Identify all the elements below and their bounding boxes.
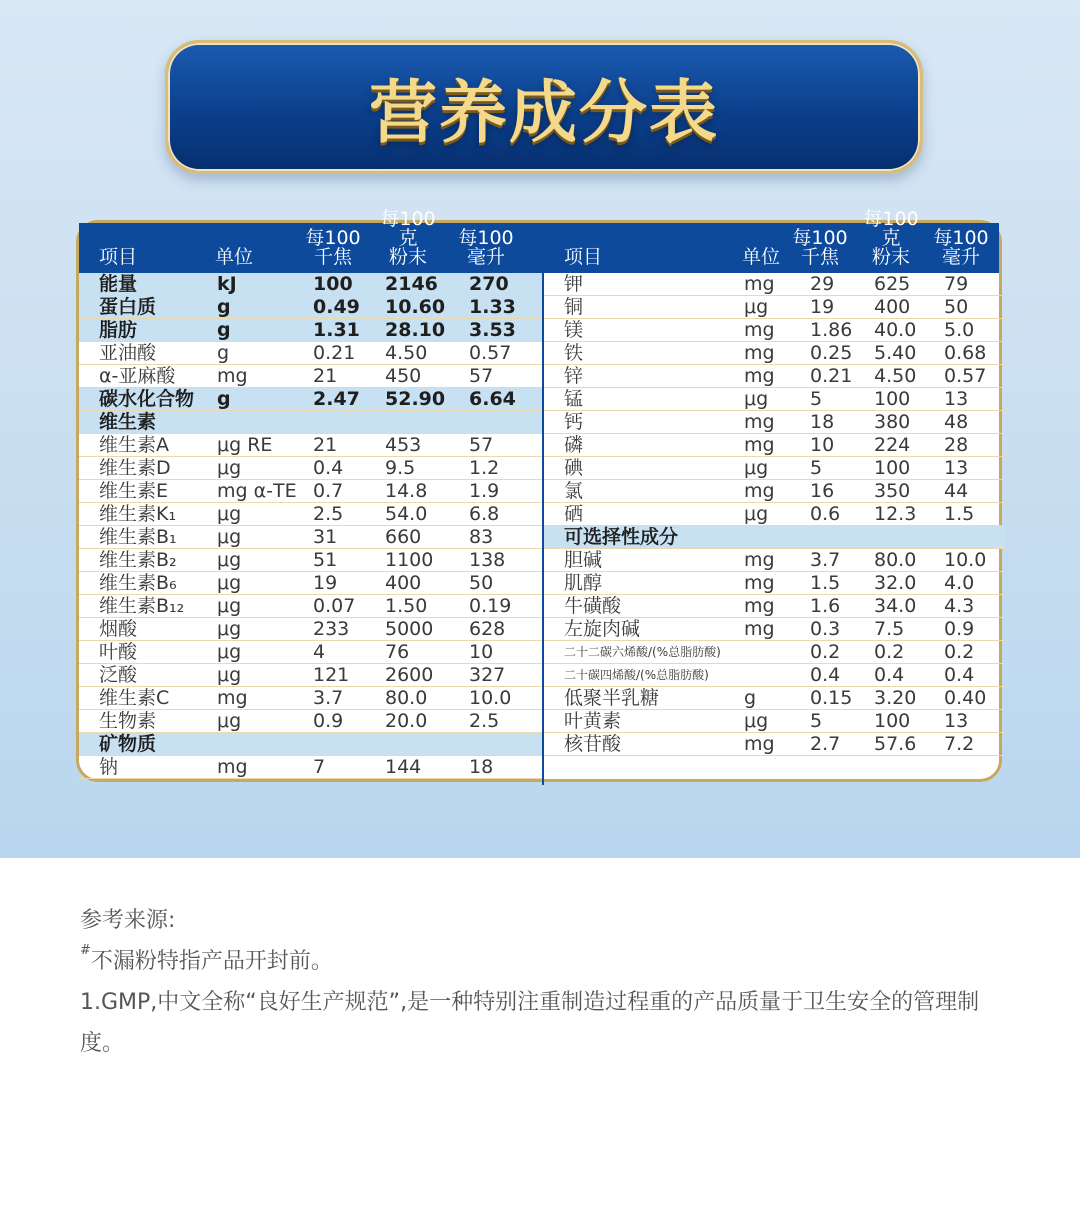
- row-per100ml: 13: [944, 457, 969, 479]
- row-item: 生物素: [99, 710, 157, 732]
- row-unit: μg: [217, 664, 242, 686]
- table-row: [79, 388, 542, 411]
- row-per100kj: 1.31: [313, 319, 360, 341]
- row-unit: μg: [217, 710, 242, 732]
- row-per100ml: 138: [469, 549, 506, 571]
- row-per100g: 224: [874, 434, 911, 456]
- table-row: [79, 618, 542, 641]
- row-per100ml: 1.5: [944, 503, 975, 525]
- row-per100ml: 10: [469, 641, 494, 663]
- row-item: 牛磺酸: [564, 595, 622, 617]
- row-unit: μg: [744, 296, 769, 318]
- table-row: [544, 319, 1005, 342]
- row-unit: mg: [744, 572, 775, 594]
- row-item: 泛酸: [99, 664, 138, 686]
- row-unit: mg α-TE: [217, 480, 297, 502]
- row-unit: mg: [744, 595, 775, 617]
- row-per100kj: 1.5: [810, 572, 841, 594]
- header-unit: 单位: [215, 246, 254, 268]
- row-per100kj: 0.49: [313, 296, 360, 318]
- row-unit: g: [217, 319, 231, 341]
- row-item: 脂肪: [99, 319, 138, 341]
- row-per100kj: 5: [810, 710, 823, 732]
- row-per100ml: 0.40: [944, 687, 987, 709]
- row-item: 二十碳四烯酸/(%总脂肪酸): [564, 668, 709, 682]
- row-per100g: 80.0: [385, 687, 428, 709]
- row-per100kj: 0.15: [810, 687, 853, 709]
- row-per100ml: 4.3: [944, 595, 975, 617]
- row-per100kj: 0.7: [313, 480, 344, 502]
- row-item: 锰: [564, 388, 584, 410]
- row-per100ml: 79: [944, 273, 969, 295]
- row-per100ml: 270: [469, 273, 509, 295]
- row-item: 叶酸: [99, 641, 138, 663]
- row-per100g: 100: [874, 710, 911, 732]
- row-per100ml: 10.0: [469, 687, 512, 709]
- header-per100kj: 每100 千焦: [305, 227, 361, 268]
- row-per100ml: 0.2: [944, 641, 975, 663]
- row-per100g: 2146: [385, 273, 438, 295]
- row-per100g: 34.0: [874, 595, 917, 617]
- row-item: 二十二碳六烯酸/(%总脂肪酸): [564, 645, 721, 659]
- row-item: 矿物质: [99, 733, 157, 755]
- table-row: [79, 710, 542, 733]
- row-item: 维生素D: [99, 457, 171, 479]
- row-per100ml: 1.33: [469, 296, 516, 318]
- row-per100ml: 2.5: [469, 710, 500, 732]
- row-unit: mg: [744, 733, 775, 755]
- row-unit: mg: [744, 434, 775, 456]
- row-per100g: 144: [385, 756, 422, 778]
- row-item: 左旋肉碱: [564, 618, 641, 640]
- row-per100g: 400: [385, 572, 422, 594]
- row-per100g: 380: [874, 411, 911, 433]
- row-per100ml: 0.4: [944, 664, 975, 686]
- row-per100ml: 3.53: [469, 319, 516, 341]
- row-unit: μg: [217, 503, 242, 525]
- row-per100g: 100: [874, 388, 911, 410]
- row-unit: μg: [217, 572, 242, 594]
- row-per100ml: 13: [944, 388, 969, 410]
- row-per100g: 80.0: [874, 549, 917, 571]
- header-per100ml: 每100 毫升: [458, 227, 514, 268]
- row-item: 维生素K₁: [99, 503, 177, 525]
- row-per100ml: 50: [469, 572, 494, 594]
- table-row: [544, 273, 1005, 296]
- row-item: 铜: [564, 296, 584, 318]
- row-per100kj: 4: [313, 641, 326, 663]
- row-per100g: 40.0: [874, 319, 917, 341]
- row-per100g: 14.8: [385, 480, 428, 502]
- row-per100g: 5.40: [874, 342, 917, 364]
- row-per100g: 1.50: [385, 595, 428, 617]
- row-per100g: 20.0: [385, 710, 428, 732]
- table-row: [79, 687, 542, 710]
- row-per100g: 10.60: [385, 296, 446, 318]
- table-row: [544, 365, 1005, 388]
- nutrition-table: [76, 208, 1002, 782]
- row-item: 铁: [564, 342, 584, 364]
- row-per100g: 9.5: [385, 457, 416, 479]
- row-per100ml: 13: [944, 710, 969, 732]
- row-item: 硒: [564, 503, 584, 525]
- table-row: [544, 687, 1005, 710]
- row-per100ml: 327: [469, 664, 506, 686]
- row-unit: μg: [744, 710, 769, 732]
- row-unit: μg: [217, 641, 242, 663]
- table-row: [79, 342, 542, 365]
- table-row: [79, 595, 542, 618]
- table-row: [79, 526, 542, 549]
- row-item: 维生素C: [99, 687, 170, 709]
- table-row: [79, 664, 542, 687]
- header-per100g: 每100克 粉末: [380, 208, 436, 268]
- row-per100kj: 51: [313, 549, 338, 571]
- page-title: 营养成分表: [368, 73, 719, 153]
- row-per100ml: 28: [944, 434, 969, 456]
- row-item: 镁: [564, 319, 584, 341]
- table-row: [544, 526, 1005, 549]
- table-row: [544, 411, 1005, 434]
- row-unit: μg RE: [217, 434, 273, 456]
- row-per100ml: 7.2: [944, 733, 975, 755]
- note-1-mark: #: [80, 943, 91, 958]
- row-per100ml: 628: [469, 618, 506, 640]
- row-per100ml: 48: [944, 411, 969, 433]
- table-row: [79, 411, 542, 434]
- row-per100kj: 19: [313, 572, 338, 594]
- table-row: [79, 457, 542, 480]
- row-per100kj: 0.4: [810, 664, 841, 686]
- table-row: [544, 296, 1005, 319]
- row-item: 低聚半乳糖: [564, 687, 660, 709]
- row-per100g: 54.0: [385, 503, 428, 525]
- row-item: 维生素: [99, 411, 157, 433]
- row-per100g: 400: [874, 296, 911, 318]
- row-per100ml: 6.8: [469, 503, 500, 525]
- table-row: [544, 434, 1005, 457]
- table-row: [79, 296, 542, 319]
- row-unit: μg: [744, 457, 769, 479]
- row-item: 可选择性成分: [564, 526, 679, 548]
- row-unit: kJ: [217, 273, 237, 295]
- row-unit: mg: [217, 756, 248, 778]
- row-per100g: 57.6: [874, 733, 917, 755]
- table-row: [544, 664, 1005, 687]
- row-per100kj: 0.21: [313, 342, 356, 364]
- header-unit-right: 单位: [742, 246, 781, 268]
- row-per100kj: 0.9: [313, 710, 344, 732]
- row-per100kj: 21: [313, 365, 338, 387]
- table-row: [544, 618, 1005, 641]
- row-per100ml: 6.64: [469, 388, 516, 410]
- row-per100kj: 121: [313, 664, 350, 686]
- row-item: 胆碱: [564, 549, 603, 571]
- row-per100ml: 57: [469, 365, 494, 387]
- row-item: 碳水化合物: [99, 388, 195, 410]
- row-unit: μg: [744, 388, 769, 410]
- row-per100kj: 0.21: [810, 365, 853, 387]
- row-per100kj: 0.25: [810, 342, 853, 364]
- table-row: [79, 434, 542, 457]
- header-per100kj-right: 每100 千焦: [792, 227, 848, 268]
- row-per100ml: 0.57: [469, 342, 512, 364]
- table-row: [544, 457, 1005, 480]
- row-per100g: 4.50: [385, 342, 428, 364]
- row-per100kj: 5: [810, 457, 823, 479]
- title-banner: [165, 40, 923, 174]
- row-per100ml: 83: [469, 526, 494, 548]
- notes-title: 参考来源:: [80, 908, 176, 933]
- row-unit: mg: [744, 618, 775, 640]
- row-per100kj: 3.7: [313, 687, 344, 709]
- row-per100kj: 21: [313, 434, 338, 456]
- row-item: 烟酸: [99, 618, 138, 640]
- table-row: [544, 549, 1005, 572]
- row-item: 亚油酸: [99, 342, 157, 364]
- row-per100kj: 1.86: [810, 319, 853, 341]
- row-per100kj: 100: [313, 273, 353, 295]
- row-per100g: 32.0: [874, 572, 917, 594]
- table-row: [79, 549, 542, 572]
- row-per100ml: 57: [469, 434, 494, 456]
- row-per100g: 350: [874, 480, 911, 502]
- row-per100ml: 0.19: [469, 595, 512, 617]
- row-per100g: 450: [385, 365, 422, 387]
- header-right: [544, 208, 1005, 273]
- row-item: 核苷酸: [564, 733, 622, 755]
- row-per100ml: 0.68: [944, 342, 987, 364]
- row-per100kj: 0.3: [810, 618, 841, 640]
- row-per100kj: 2.47: [313, 388, 360, 410]
- row-per100g: 0.2: [874, 641, 905, 663]
- row-unit: mg: [744, 342, 775, 364]
- row-per100ml: 0.57: [944, 365, 987, 387]
- row-per100kj: 0.2: [810, 641, 841, 663]
- header-per100g-right: 每100克 粉末: [863, 208, 919, 268]
- row-per100g: 2600: [385, 664, 434, 686]
- row-item: 维生素B₁₂: [99, 595, 185, 617]
- row-per100g: 3.20: [874, 687, 917, 709]
- table-row: [79, 572, 542, 595]
- table-row: [544, 733, 1005, 756]
- row-per100g: 625: [874, 273, 911, 295]
- row-per100kj: 10: [810, 434, 835, 456]
- row-item: 磷: [564, 434, 584, 456]
- row-per100g: 76: [385, 641, 410, 663]
- row-per100kj: 18: [810, 411, 835, 433]
- reference-notes: [80, 900, 1020, 1064]
- row-per100g: 1100: [385, 549, 434, 571]
- row-item: 维生素E: [99, 480, 169, 502]
- row-per100g: 5000: [385, 618, 434, 640]
- row-unit: mg: [744, 411, 775, 433]
- table-row: [544, 710, 1005, 733]
- table-row: [544, 388, 1005, 411]
- row-per100g: 12.3: [874, 503, 917, 525]
- row-per100g: 4.50: [874, 365, 917, 387]
- row-per100kj: 0.6: [810, 503, 841, 525]
- row-per100kj: 3.7: [810, 549, 841, 571]
- row-item: 蛋白质: [99, 296, 157, 318]
- row-per100g: 7.5: [874, 618, 905, 640]
- row-unit: mg: [217, 687, 248, 709]
- row-per100ml: 18: [469, 756, 494, 778]
- row-item: 锌: [564, 365, 584, 387]
- table-row: [79, 503, 542, 526]
- row-per100g: 453: [385, 434, 422, 456]
- table-row: [79, 641, 542, 664]
- row-item: 维生素B₂: [99, 549, 177, 571]
- row-item: 氯: [564, 480, 584, 502]
- row-item: 钙: [564, 411, 584, 433]
- row-per100ml: 0.9: [944, 618, 975, 640]
- header-item-right: 项目: [564, 246, 603, 268]
- row-unit: mg: [744, 480, 775, 502]
- row-per100ml: 4.0: [944, 572, 975, 594]
- row-per100g: 660: [385, 526, 422, 548]
- row-unit: g: [217, 388, 231, 410]
- table-row: [79, 273, 542, 296]
- row-unit: mg: [217, 365, 248, 387]
- row-per100g: 52.90: [385, 388, 446, 410]
- header-item: 项目: [99, 246, 138, 268]
- row-per100kj: 5: [810, 388, 823, 410]
- row-item: 钠: [99, 756, 119, 778]
- row-item: 维生素A: [99, 434, 169, 456]
- row-per100g: 0.4: [874, 664, 905, 686]
- row-unit: μg: [217, 618, 242, 640]
- row-per100kj: 0.07: [313, 595, 356, 617]
- row-item: 肌醇: [564, 572, 603, 594]
- row-unit: μg: [217, 457, 242, 479]
- row-per100kj: 29: [810, 273, 835, 295]
- row-per100kj: 7: [313, 756, 326, 778]
- row-per100ml: 50: [944, 296, 969, 318]
- row-unit: μg: [217, 595, 242, 617]
- table-row: [544, 641, 1005, 664]
- table-row: [79, 365, 542, 388]
- row-per100ml: 44: [944, 480, 969, 502]
- row-unit: mg: [744, 319, 775, 341]
- table-row: [544, 342, 1005, 365]
- row-per100ml: 10.0: [944, 549, 987, 571]
- row-unit: mg: [744, 549, 775, 571]
- row-per100ml: 5.0: [944, 319, 975, 341]
- note-1: [80, 941, 1020, 982]
- row-per100g: 100: [874, 457, 911, 479]
- row-unit: g: [217, 296, 231, 318]
- table-row: [544, 480, 1005, 503]
- row-per100kj: 31: [313, 526, 338, 548]
- row-per100kj: 16: [810, 480, 835, 502]
- row-per100ml: 1.2: [469, 457, 500, 479]
- row-unit: mg: [744, 273, 775, 295]
- row-per100kj: 0.4: [313, 457, 344, 479]
- row-unit: g: [744, 687, 757, 709]
- row-item: 钾: [564, 273, 584, 295]
- row-per100kj: 2.7: [810, 733, 841, 755]
- table-row: [79, 480, 542, 503]
- row-item: α-亚麻酸: [99, 365, 176, 387]
- row-per100kj: 233: [313, 618, 350, 640]
- row-unit: μg: [217, 549, 242, 571]
- row-item: 维生素B₆: [99, 572, 177, 594]
- row-per100ml: 1.9: [469, 480, 500, 502]
- header-per100ml-right: 每100 毫升: [933, 227, 989, 268]
- table-row: [544, 503, 1005, 526]
- row-unit: g: [217, 342, 230, 364]
- row-unit: μg: [217, 526, 242, 548]
- row-item: 叶黄素: [564, 710, 622, 732]
- row-per100kj: 2.5: [313, 503, 344, 525]
- row-item: 能量: [99, 273, 138, 295]
- row-per100kj: 19: [810, 296, 835, 318]
- table-row: [544, 595, 1005, 618]
- table-row: [79, 756, 542, 779]
- row-unit: μg: [744, 503, 769, 525]
- table-row: [79, 733, 542, 756]
- table-row: [79, 319, 542, 342]
- table-header: [79, 208, 999, 273]
- table-row: [544, 572, 1005, 595]
- row-per100kj: 1.6: [810, 595, 841, 617]
- row-item: 维生素B₁: [99, 526, 177, 548]
- header-left: [79, 208, 542, 273]
- row-unit: mg: [744, 365, 775, 387]
- note-2: 1.GMP,中文全称“良好生产规范”,是一种特别注重制造过程重的产品质量于卫生安全的管理制度。: [80, 990, 980, 1056]
- row-item: 碘: [564, 457, 584, 479]
- note-1-text: 不漏粉特指产品开封前。: [90, 949, 333, 974]
- row-per100g: 28.10: [385, 319, 446, 341]
